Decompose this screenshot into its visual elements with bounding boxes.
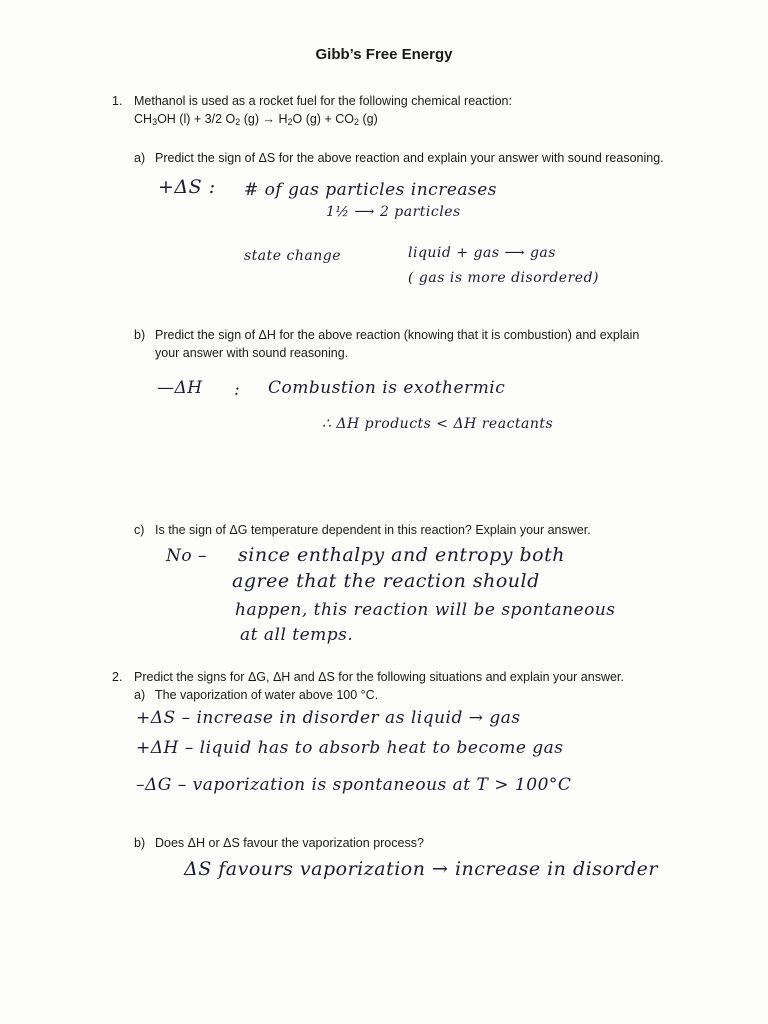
q1b-label: b) (134, 328, 146, 342)
q1c-question: Is the sign of ΔG temperature dependent in this reaction? Explain your answer. (155, 523, 591, 537)
q1-number: 1. (112, 94, 123, 108)
q1a-answer-sign: +ΔS : (158, 176, 216, 198)
q1a-answer-line1: # of gas particles increases (244, 180, 498, 200)
q2b-answer: ΔS favours vaporization → increase in disorder (184, 858, 658, 880)
q1c-label: c) (134, 523, 145, 537)
q1-text: Methanol is used as a rocket fuel for the following chemical reaction: (134, 94, 512, 108)
q1a-question: Predict the sign of ΔS for the above reaction and explain your answer with sound reasoning. (155, 151, 664, 165)
q1c-answer-line1: since enthalpy and entropy both (238, 544, 565, 566)
q1a-answer-line2: 1½ ⟶ 2 particles (326, 204, 461, 220)
q1c-answer-line4: at all temps. (240, 625, 354, 645)
q1a-answer-line3-right: liquid + gas ⟶ gas (408, 245, 556, 261)
q1a-label: a) (134, 151, 146, 165)
q2a-answer-line2: +ΔH – liquid has to absorb heat to become gas (136, 738, 564, 758)
q1a-answer-line4: ( gas is more disordered) (408, 270, 599, 286)
q1c-answer-line3: happen, this reaction will be spontaneous (235, 600, 616, 620)
q2b-label: b) (134, 836, 146, 850)
q1b-question-line1: Predict the sign of ΔH for the above reaction (knowing that it is combustion) and explain (155, 328, 640, 342)
q1c-answer-no: No – (166, 546, 208, 566)
q1b-answer-line1: Combustion is exothermic (268, 378, 506, 398)
q2b-question: Does ΔH or ΔS favour the vaporization process? (155, 836, 424, 850)
q1c-answer-line2: agree that the reaction should (232, 570, 540, 592)
q2-text: Predict the signs for ΔG, ΔH and ΔS for the following situations and explain your answer. (134, 670, 624, 684)
q1-equation: $CH_3OH$ (l) + 3/2 $O_2$ $(g) \to H_2O$ $(g) + CO_2$ (g) (134, 112, 378, 127)
q1b-answer-colon: : (234, 380, 241, 400)
page-title: Gibb’s Free Energy (315, 46, 453, 63)
q2a-answer-line1: +ΔS – increase in disorder as liquid → gas (136, 708, 521, 728)
q1b-answer-sign: —ΔH (157, 378, 203, 398)
q2a-question: The vaporization of water above 100 °C. (155, 688, 379, 702)
q2a-answer-line3: –ΔG – vaporization is spontaneous at T > 100°C (136, 775, 572, 795)
q2-number: 2. (112, 670, 123, 684)
q2a-label: a) (134, 688, 146, 702)
q1a-answer-line3-left: state change (244, 248, 341, 264)
q1b-question-line2: your answer with sound reasoning. (155, 346, 349, 360)
q1b-answer-line2: ∴ ΔH products < ΔH reactants (322, 416, 554, 432)
